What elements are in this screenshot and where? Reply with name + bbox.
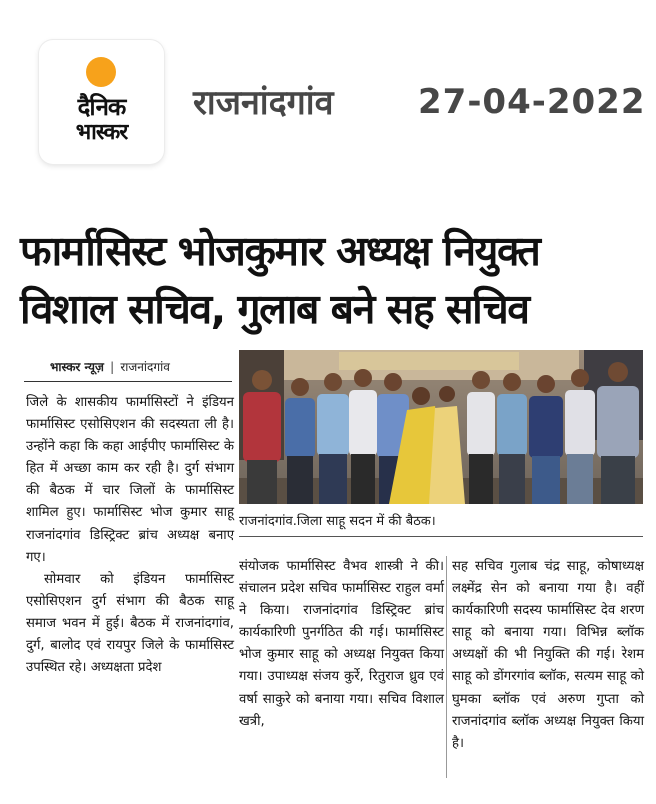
paragraph-2: सोमवार को इंडियन फार्मासिस्ट एसोसिएशन दुर्ग संभाग की बैठक साहू समाज भवन में हुई। बैठक में राजनांदगांव, दुर्ग, बालोद एवं रायपुर जिले के फार्मासिस्ट उपस्थित रहे। अध्यक्षता प्रदेश (26, 571, 234, 676)
edition-date: 27-04-2022 (418, 82, 646, 122)
column-2-text: संयोजक फार्मासिस्ट वैभव शास्त्री ने की। संचालन प्रदेश सचिव फार्मासिस्ट राहुल वर्मा ने किया। राजनांदगांव डिस्ट्रिक्ट ब्रांच कार्यकारिणी पुनर्गठित की गई। फार्मासिस्ट भोज कुमार साहू को अध्यक्ष नियुक्त किया गया। उपाध्यक्ष संजय कुर्रे, रितुराज ध्रुव एवं वर्षा साकुरे को बनाया गया। सचिव विशाल खत्री, (239, 559, 444, 729)
paragraph-1: जिले के शासकीय फार्मासिस्टों ने इंडियन फार्मासिस्ट एसोसिएशन की सदस्यता ली है। उन्होंने कहा कि कहा आईपीए फार्मासिस्ट के हित में अच्छा काम कर रही है। दुर्ग संभाग की बैठक में चार जिलों के फार्मासिस्ट शामिल हुए। फार्मासिस्ट भोज कुमार साहू राजनांदगांव डिस्ट्रिक्ट ब्रांच अध्यक्ष बनाए गए। (26, 395, 234, 565)
sun-icon (86, 57, 116, 87)
caption-rule (239, 536, 643, 537)
headline-line-1: फार्मासिस्ट भोजकुमार अध्यक्ष नियुक्त (20, 227, 540, 275)
logo-text-line2: भास्कर (75, 120, 128, 145)
dateline-separator: | (110, 360, 115, 374)
group-photo (239, 350, 643, 504)
photo-caption: राजनांदगांव.जिला साहू सदन में की बैठक। (239, 514, 436, 529)
dainik-bhaskar-logo (39, 40, 164, 164)
dateline-source: भास्कर न्यूज़ (50, 360, 104, 374)
headline-line-2: विशाल सचिव, गुलाब बने सह सचिव (20, 285, 529, 333)
article-column-3 (452, 556, 644, 755)
article-column-2 (239, 556, 444, 733)
logo-text-line1: दैनिक (77, 93, 126, 121)
group-photo-image (239, 350, 643, 504)
dateline (50, 358, 170, 375)
edition-city: राजनांदगांव (193, 83, 334, 123)
column-3-text: सह सचिव गुलाब चंद्र साहू, कोषाध्यक्ष लक्ष्मेंद्र सेन को बनाया गया है। वहीं कार्यकारिणी सदस्य फार्मासिस्ट देव शरण साहू को बनाया गया। विभिन्न ब्लॉक अध्यक्षों की भी नियुक्ति की गई। रेशम साहू को डोंगरगांव ब्लॉक, सत्यम साहू को घुमका ब्लॉक एवं अरुण गुप्ता को राजनांदगांव ब्लॉक अध्यक्ष नियुक्त किया है। (452, 559, 644, 751)
column-divider (446, 556, 447, 778)
dateline-rule (24, 381, 232, 382)
article-headline (20, 222, 650, 338)
article-column-1 (26, 392, 234, 679)
dateline-place: राजनांदगांव (120, 360, 170, 374)
